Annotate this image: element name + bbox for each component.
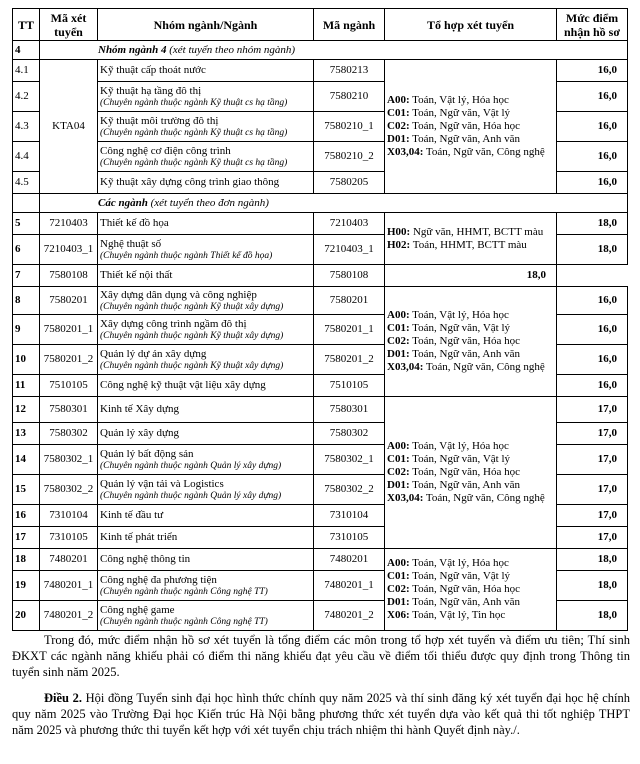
major-name: Xây dựng dân dụng và công nghiệp	[100, 288, 257, 301]
major-name: Xây dựng công trình ngầm đô thị	[100, 317, 247, 330]
major-name-cell	[98, 315, 314, 345]
row-score: 16,0	[557, 142, 628, 172]
row-tt: 4.1	[13, 60, 40, 82]
table-row	[13, 265, 628, 287]
footer-paragraph-1: Trong đó, mức điểm nhận hồ sơ xét tuyển là tổng điểm các môn trong tổ hợp xét tuyển và điểm ưu tiên; Thí sinh ĐKXT các ngành năng khiếu phải có điểm thi năng khiếu đạt yêu cầu về điểm tối thiểu được quy định trong Thông tin tuyển sinh năm 2025.	[12, 633, 630, 679]
major-name: Kinh tế Xây dựng	[100, 403, 179, 415]
section-note: (xét tuyển theo đơn ngành)	[150, 196, 269, 209]
combo-line	[387, 570, 554, 583]
section-note: (xét tuyển theo nhóm ngành)	[169, 43, 296, 56]
row-score: 18,0	[557, 213, 628, 235]
major-name: Kỹ thuật xây dựng công trình giao thông	[100, 176, 280, 188]
row-tt: 7	[13, 265, 40, 287]
admission-score-table	[12, 8, 628, 631]
combo-subjects: Toán, Vật lý, Hóa học	[409, 557, 509, 569]
major-name-cell	[98, 345, 314, 375]
row-tt: 14	[13, 445, 40, 475]
major-name-cell	[98, 549, 314, 571]
row-score: 18,0	[557, 571, 628, 601]
row-ma-nganh: 7580205	[314, 172, 385, 194]
row-ma-nganh: 7580302	[314, 423, 385, 445]
combo-code: X06:	[387, 609, 410, 621]
row-ma-xet-tuyen: 7480201_2	[40, 601, 98, 631]
combo-line	[387, 107, 554, 120]
section-title	[40, 194, 628, 213]
row-ma-xet-tuyen: 7580302_1	[40, 445, 98, 475]
combo-line	[387, 348, 554, 361]
combo-line	[387, 609, 554, 622]
row-score: 17,0	[557, 423, 628, 445]
major-subtitle: (Chuyên ngành thuộc ngành Kỹ thuật cs hạ tầng)	[100, 127, 288, 138]
major-name-cell	[98, 235, 314, 265]
table-row	[13, 213, 628, 235]
combo-subjects: Ngữ văn, HHMT, BCTT màu	[410, 225, 544, 238]
combo-subjects: Toán, Ngữ văn, Vật lý	[409, 322, 511, 334]
header-nhom-nganh: Nhóm ngành/Ngành	[98, 9, 314, 41]
row-tt: 12	[13, 397, 40, 423]
section-title-text: Các ngành	[98, 196, 148, 209]
major-name-cell	[98, 112, 314, 142]
combo-line	[387, 453, 554, 466]
major-name-cell	[98, 60, 314, 82]
combo-code: A00:	[387, 440, 410, 452]
combo-subjects: Toán, Ngữ văn, Anh văn	[409, 596, 521, 608]
header-ma-nganh: Mã ngành	[314, 9, 385, 41]
row-ma-xet-tuyen: 7580201_2	[40, 345, 98, 375]
row-ma-nganh: 7580213	[314, 60, 385, 82]
combo-line	[387, 479, 554, 492]
row-ma-nganh: 7310105	[314, 527, 385, 549]
combo-line	[387, 133, 554, 146]
row-score: 16,0	[557, 315, 628, 345]
combo-code: H00:	[387, 225, 411, 238]
row-tt: 4.3	[13, 112, 40, 142]
row-score: 17,0	[557, 445, 628, 475]
row-score: 18,0	[557, 235, 628, 265]
row-tt: 18	[13, 549, 40, 571]
row-score: 17,0	[557, 475, 628, 505]
section-title-text: Nhóm ngành 4	[98, 43, 167, 56]
article-label: Điều 2.	[44, 691, 82, 705]
combo-line	[387, 440, 554, 453]
row-ma-nganh: 7510105	[314, 375, 385, 397]
major-name: Thiết kế nội thất	[100, 269, 173, 281]
row-ma-xet-tuyen: 7580302_2	[40, 475, 98, 505]
combo-line	[387, 309, 554, 322]
combo-cell	[385, 397, 557, 549]
row-ma-xet-tuyen: 7580108	[40, 265, 98, 287]
major-name: Nghệ thuật số	[100, 237, 162, 250]
combo-subjects: Toán, Ngữ văn, Công nghệ	[423, 492, 545, 504]
row-ma-nganh: 7580108	[314, 265, 385, 287]
row-ma-nganh: 7580301	[314, 397, 385, 423]
combo-line	[387, 557, 554, 570]
row-score: 18,0	[557, 549, 628, 571]
major-name: Công nghệ đa phương tiện	[100, 573, 217, 586]
row-ma-nganh: 7480201	[314, 549, 385, 571]
combo-line	[387, 583, 554, 596]
row-ma-nganh: 7580210_1	[314, 112, 385, 142]
combo-code: C01:	[387, 453, 410, 465]
combo-subjects: Toán, Ngữ văn, Vật lý	[409, 107, 511, 119]
table-row	[13, 287, 628, 315]
combo-cell	[385, 213, 557, 265]
row-tt: 19	[13, 571, 40, 601]
combo-code: C01:	[387, 322, 410, 334]
major-name-cell	[98, 287, 314, 315]
section-tt	[13, 194, 40, 213]
combo-line	[387, 322, 554, 335]
row-tt: 20	[13, 601, 40, 631]
major-name-cell	[98, 82, 314, 112]
major-name-cell	[98, 265, 314, 287]
major-name-cell	[98, 375, 314, 397]
row-score: 18,0	[385, 265, 557, 287]
row-ma-xet-tuyen: 7480201_1	[40, 571, 98, 601]
combo-subjects: Toán, Ngữ văn, Hóa học	[409, 120, 520, 132]
row-tt: 17	[13, 527, 40, 549]
combo-line	[387, 94, 554, 107]
row-ma-nganh: 7480201_2	[314, 601, 385, 631]
header-diem: Mức điểm nhận hồ sơ	[557, 9, 628, 41]
row-ma-nganh: 7580210	[314, 82, 385, 112]
combo-subjects: Toán, Ngữ văn, Vật lý	[409, 570, 511, 582]
combo-code: X03,04:	[387, 146, 424, 158]
major-subtitle: (Chuyên ngành thuộc ngành Kỹ thuật xây dựng)	[100, 301, 284, 312]
major-subtitle: (Chuyên ngành thuộc ngành Kỹ thuật xây dựng)	[100, 330, 284, 341]
major-name-cell	[98, 423, 314, 445]
row-ma-nganh: 7580302_2	[314, 475, 385, 505]
major-name: Quản lý bất động sản	[100, 447, 194, 460]
combo-line	[387, 146, 554, 159]
major-name-cell	[98, 601, 314, 631]
major-subtitle: (Chuyên ngành thuộc ngành Thiết kế đồ họa)	[100, 250, 273, 261]
row-tt: 5	[13, 213, 40, 235]
combo-code: A00:	[387, 557, 410, 569]
row-ma-xet-tuyen: 7510105	[40, 375, 98, 397]
major-name-cell	[98, 475, 314, 505]
major-name-cell	[98, 172, 314, 194]
row-score: 17,0	[557, 505, 628, 527]
combo-code: C01:	[387, 570, 410, 582]
major-name: Công nghệ kỹ thuật vật liệu xây dựng	[100, 379, 266, 391]
row-tt: 9	[13, 315, 40, 345]
row-ma-nganh: 7580201	[314, 287, 385, 315]
major-name: Kỹ thuật môi trường đô thị	[100, 114, 219, 127]
combo-code: C02:	[387, 120, 410, 132]
section-title	[40, 41, 628, 60]
combo-line	[387, 120, 554, 133]
major-subtitle: (Chuyên ngành thuộc ngành Kỹ thuật cs hạ tầng)	[100, 97, 288, 108]
combo-code: D01:	[387, 133, 410, 145]
section-tt: 4	[13, 41, 40, 60]
row-ma-nganh: 7580201_1	[314, 315, 385, 345]
footer-notes	[12, 632, 630, 738]
combo-subjects: Toán, Vật lý, Hóa học	[409, 94, 509, 106]
row-ma-nganh: 7580210_2	[314, 142, 385, 172]
row-score: 17,0	[557, 397, 628, 423]
row-tt: 6	[13, 235, 40, 265]
combo-cell	[385, 549, 557, 631]
row-tt: 16	[13, 505, 40, 527]
row-tt: 4.2	[13, 82, 40, 112]
row-ma-xet-tuyen: 7210403_1	[40, 235, 98, 265]
row-tt: 13	[13, 423, 40, 445]
group4-code: KTA04	[40, 60, 98, 194]
row-score: 16,0	[557, 112, 628, 142]
major-name-cell	[98, 527, 314, 549]
combo-subjects: Toán, Ngữ văn, Hóa học	[409, 583, 520, 595]
major-name: Công nghệ thông tin	[100, 553, 191, 565]
major-subtitle: (Chuyên ngành thuộc ngành Quản lý xây dựng)	[100, 490, 282, 501]
combo-subjects: Toán, Ngữ văn, Vật lý	[409, 453, 511, 465]
major-subtitle: (Chuyên ngành thuộc ngành Công nghệ TT)	[100, 586, 268, 597]
row-ma-nganh: 7310104	[314, 505, 385, 527]
row-ma-nganh: 7580302_1	[314, 445, 385, 475]
combo-line	[387, 335, 554, 348]
footer-paragraph-2	[12, 690, 630, 738]
table-row	[13, 60, 628, 82]
combo-cell	[385, 60, 557, 194]
header-ma-xet-tuyen: Mã xét tuyển	[40, 9, 98, 41]
table-header-row	[13, 9, 628, 41]
combo-code: C01:	[387, 107, 410, 119]
row-ma-xet-tuyen: 7580201	[40, 287, 98, 315]
combo-line	[387, 226, 554, 239]
combo-subjects: Toán, Ngữ văn, Anh văn	[409, 348, 521, 360]
row-ma-xet-tuyen: 7480201	[40, 549, 98, 571]
combo-code: X03,04:	[387, 492, 424, 504]
combo-cell	[385, 287, 557, 397]
major-name-cell	[98, 571, 314, 601]
combo-subjects: Toán, Ngữ văn, Hóa học	[409, 466, 520, 478]
table-row	[13, 397, 628, 423]
combo-subjects: Toán, Vật lý, Hóa học	[409, 440, 509, 452]
major-name: Quản lý xây dựng	[100, 427, 179, 439]
row-tt: 10	[13, 345, 40, 375]
row-tt: 4.4	[13, 142, 40, 172]
row-ma-xet-tuyen: 7310105	[40, 527, 98, 549]
combo-code: D01:	[387, 348, 410, 360]
major-name: Quản lý vận tải và Logistics	[100, 477, 224, 490]
row-tt: 11	[13, 375, 40, 397]
row-ma-nganh: 7480201_1	[314, 571, 385, 601]
combo-code: A00:	[387, 309, 410, 321]
combo-code: H02:	[387, 238, 411, 251]
combo-code: D01:	[387, 596, 410, 608]
combo-line	[387, 239, 554, 252]
major-subtitle: (Chuyên ngành thuộc ngành Kỹ thuật cs hạ tầng)	[100, 157, 288, 168]
major-name: Công nghệ cơ điện công trình	[100, 144, 231, 157]
major-name-cell	[98, 142, 314, 172]
combo-code: A00:	[387, 94, 410, 106]
combo-subjects: Toán, Ngữ văn, Công nghệ	[423, 361, 545, 373]
row-ma-xet-tuyen: 7580201_1	[40, 315, 98, 345]
combo-code: C02:	[387, 466, 410, 478]
row-ma-xet-tuyen: 7580301	[40, 397, 98, 423]
major-name: Kỹ thuật hạ tầng đô thị	[100, 84, 202, 97]
major-name-cell	[98, 505, 314, 527]
combo-subjects: Toán, Vật lý, Tin học	[409, 609, 506, 621]
combo-subjects: Toán, HHMT, BCTT màu	[410, 238, 527, 251]
combo-subjects: Toán, Ngữ văn, Công nghệ	[423, 146, 545, 158]
major-name: Kỹ thuật cấp thoát nước	[100, 64, 206, 76]
major-name-cell	[98, 445, 314, 475]
row-score: 17,0	[557, 527, 628, 549]
combo-subjects: Toán, Ngữ văn, Anh văn	[409, 479, 521, 491]
major-subtitle: (Chuyên ngành thuộc ngành Công nghệ TT)	[100, 616, 268, 627]
row-score: 18,0	[557, 601, 628, 631]
combo-subjects: Toán, Ngữ văn, Anh văn	[409, 133, 521, 145]
combo-line	[387, 466, 554, 479]
row-ma-xet-tuyen: 7210403	[40, 213, 98, 235]
row-ma-nganh: 7210403	[314, 213, 385, 235]
major-name-cell	[98, 213, 314, 235]
major-name: Quản lý dự án xây dựng	[100, 347, 207, 360]
group4-header-row	[13, 41, 628, 60]
row-score: 16,0	[557, 82, 628, 112]
row-score: 16,0	[557, 172, 628, 194]
header-to-hop: Tổ hợp xét tuyển	[385, 9, 557, 41]
row-ma-xet-tuyen: 7310104	[40, 505, 98, 527]
combo-subjects: Toán, Ngữ văn, Hóa học	[409, 335, 520, 347]
row-ma-xet-tuyen: 7580302	[40, 423, 98, 445]
combo-code: C02:	[387, 583, 410, 595]
row-tt: 15	[13, 475, 40, 505]
row-ma-nganh: 7210403_1	[314, 235, 385, 265]
combo-subjects: Toán, Vật lý, Hóa học	[409, 309, 509, 321]
combo-code: X03,04:	[387, 361, 424, 373]
major-subtitle: (Chuyên ngành thuộc ngành Quản lý xây dựng)	[100, 460, 282, 471]
row-score: 16,0	[557, 345, 628, 375]
major-name: Kinh tế phát triển	[100, 531, 178, 543]
article-text: Hội đồng Tuyển sinh đại học hình thức chính quy năm 2025 và thí sinh đăng ký xét tuyển đại học hệ chính quy năm 2025 vào Trường Đại học Kiến trúc Hà Nội bằng phương thức xét tuyển dựa vào kết quả thi tốt nghiệp THPT năm 2025 và phương thức thi tuyển kết hợp với xét tuyển chịu trách nhiệm thi hành Quyết định này./.	[12, 691, 631, 737]
major-name-cell	[98, 397, 314, 423]
cac-nganh-header-row	[13, 194, 628, 213]
major-name: Kinh tế đầu tư	[100, 509, 164, 521]
row-tt: 4.5	[13, 172, 40, 194]
combo-line	[387, 596, 554, 609]
major-name: Công nghệ game	[100, 603, 175, 616]
row-score: 16,0	[557, 287, 628, 315]
combo-line	[387, 492, 554, 505]
major-name: Thiết kế đồ họa	[100, 217, 169, 229]
combo-line	[387, 361, 554, 374]
row-score: 16,0	[557, 60, 628, 82]
row-ma-nganh: 7580201_2	[314, 345, 385, 375]
row-tt: 8	[13, 287, 40, 315]
row-score: 16,0	[557, 375, 628, 397]
table-row	[13, 549, 628, 571]
combo-code: C02:	[387, 335, 410, 347]
combo-code: D01:	[387, 479, 410, 491]
major-subtitle: (Chuyên ngành thuộc ngành Kỹ thuật xây dựng)	[100, 360, 284, 371]
header-tt: TT	[13, 9, 40, 41]
